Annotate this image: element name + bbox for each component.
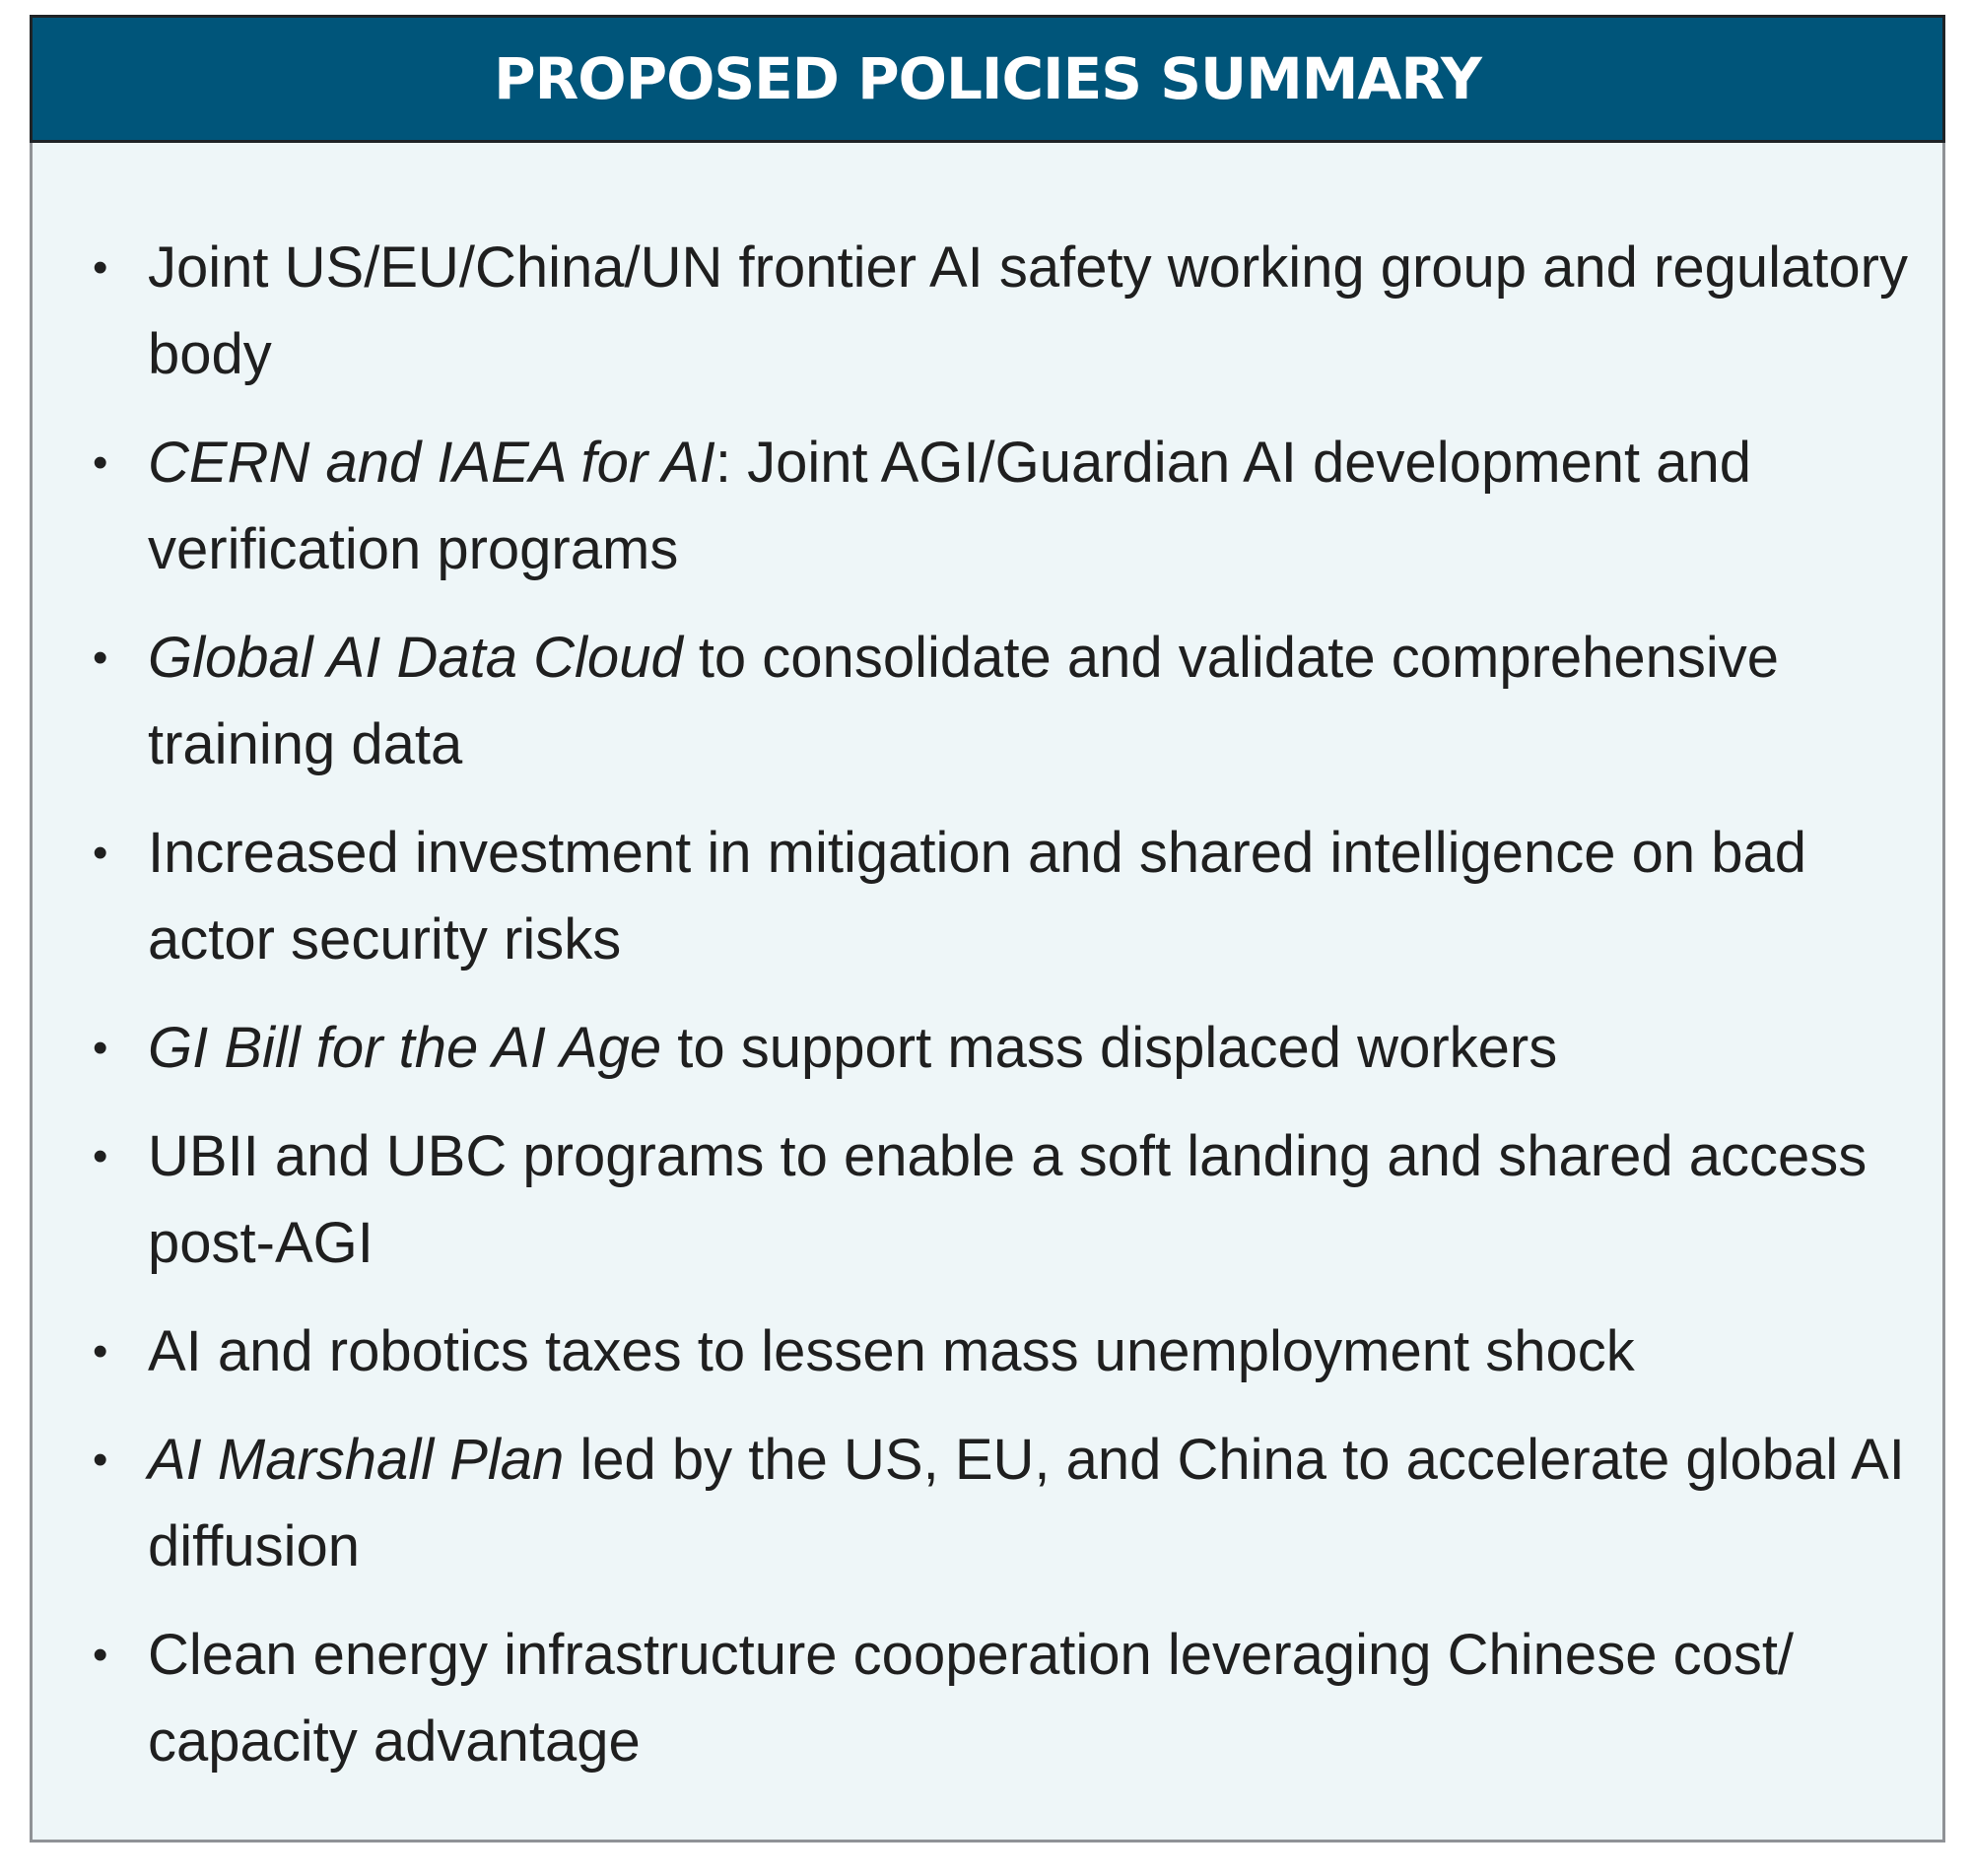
bullet-icon: • (93, 438, 108, 487)
item-text: Joint US/EU/China/UN frontier AI safety working group and regulatory body (148, 235, 1908, 386)
bullet-icon: • (93, 1024, 108, 1072)
list-item (33, 1308, 1948, 1395)
bullet-icon: • (93, 829, 108, 877)
list-item (33, 810, 1948, 983)
summary-header (30, 15, 1945, 143)
item-text: to consolidate and validate comprehensive training data (148, 626, 1780, 776)
list-item (33, 1113, 1948, 1287)
item-italic: GI Bill for the AI Age (148, 1016, 662, 1080)
item-text: Clean energy infrastructure cooperation leveraging Chinese cost/ capacity advantage (148, 1623, 1795, 1774)
list-item (33, 615, 1948, 788)
item-text: : Joint AGI/Guardian AI development and verification programs (148, 431, 1752, 581)
item-text: Increased investment in mitigation and shared intelligence on bad actor security risks (148, 821, 1807, 972)
list-item (33, 225, 1948, 398)
policies-summary-panel (30, 15, 1945, 1842)
item-text: UBII and UBC programs to enable a soft landing and shared access post-AGI (148, 1124, 1868, 1275)
bullet-icon: • (93, 1631, 108, 1679)
item-italic: Global AI Data Cloud (148, 626, 683, 690)
item-text: led by the US, EU, and China to accelerate global AI diffusion (148, 1428, 1905, 1578)
item-italic: AI Marshall Plan (148, 1428, 565, 1492)
item-italic: CERN and IAEA for AI (148, 431, 715, 495)
bullet-icon: • (93, 634, 108, 682)
list-item (33, 420, 1948, 593)
item-text: to support mass displaced workers (661, 1016, 1558, 1080)
bullet-icon: • (93, 1436, 108, 1484)
list-item (33, 1005, 1948, 1092)
list-item (33, 1612, 1948, 1785)
policies-list (33, 225, 1948, 1807)
bullet-icon: • (93, 1132, 108, 1180)
item-text: AI and robotics taxes to lessen mass unemployment shock (148, 1319, 1635, 1383)
bullet-icon: • (93, 243, 108, 292)
list-item (33, 1417, 1948, 1590)
bullet-icon: • (93, 1327, 108, 1375)
summary-title: PROPOSED POLICIES SUMMARY (494, 45, 1481, 112)
